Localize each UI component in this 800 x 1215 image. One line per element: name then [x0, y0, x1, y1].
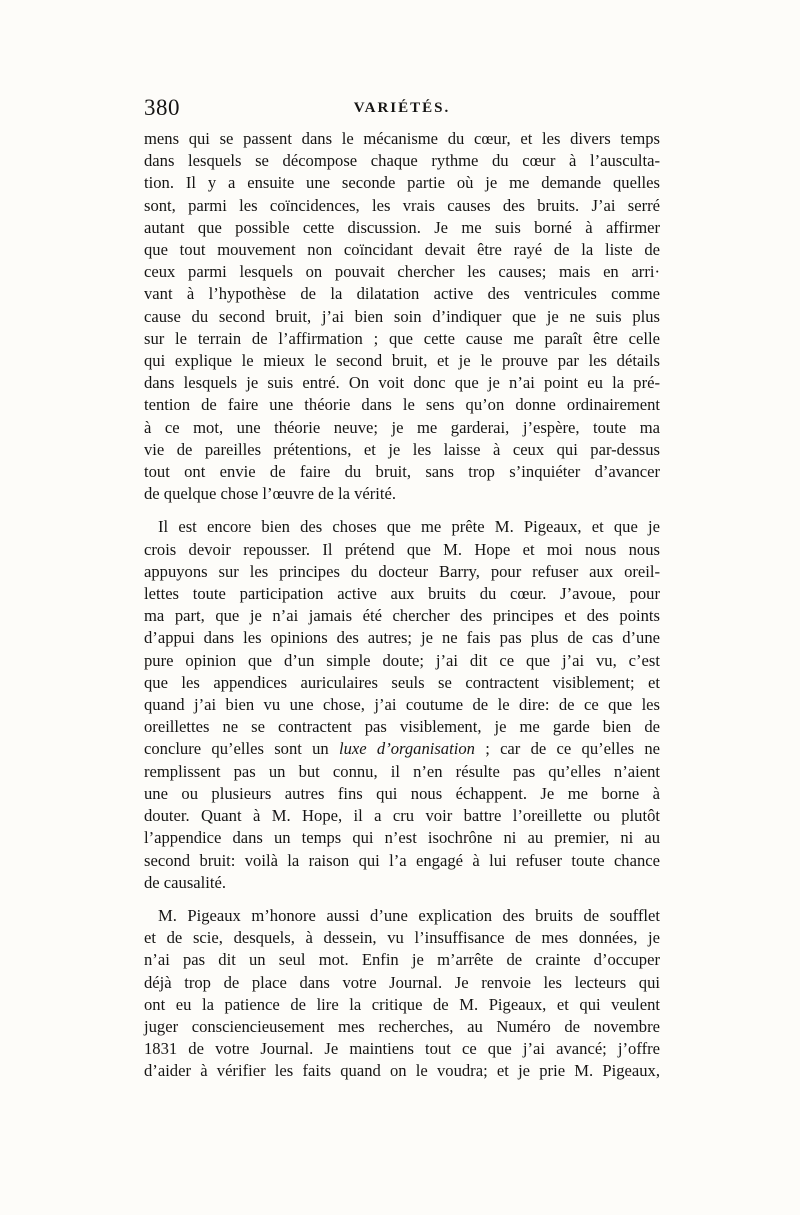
text-line: tout ont envie de faire du bruit, sans trop s’inquiéter d’avancer: [144, 462, 660, 482]
text-line: juger consciencieusement mes recherches, au Numéro de novembre: [144, 1016, 660, 1036]
text-line: dans lesquels je suis entré. On voit donc que je n’ai point eu la pré-: [144, 373, 660, 393]
text-line: sur le terrain de l’affirmation ; que cette cause me paraît être celle: [144, 328, 660, 348]
text-line: l’appendice dans un temps qui n’est isochrône ni au premier, ni au: [144, 828, 660, 848]
text-line: d’appui dans les opinions des autres; je ne fais pas plus de cas d’une: [144, 628, 660, 648]
paragraph: [144, 905, 660, 1083]
text-line: pure opinion que d’un simple doute; j’ai dit ce que j’ai vu, c’est: [144, 650, 660, 670]
text-line: vant à l’hypothèse de la dilatation active des ventricules comme: [144, 284, 660, 304]
text-line: et de scie, desquels, à dessein, vu l’insuffisance de mes données, je: [144, 928, 660, 948]
text-line: oreillettes ne se contractent pas visiblement, je me garde bien de: [144, 717, 660, 737]
text-line: de quelque chose l’œuvre de la vérité.: [144, 484, 397, 504]
text-line: tion. Il y a ensuite une seconde partie où je me demande quelles: [144, 173, 660, 193]
text-line: n’ai pas dit un seul mot. Enfin je m’arrête de crainte d’occuper: [144, 950, 660, 970]
text-line: lettes toute participation active aux bruits du cœur. J’avoue, pour: [144, 584, 660, 604]
page-number: 380: [144, 95, 180, 120]
text-line: d’aider à vérifier les faits quand on le voudra; et je prie M. Pigeaux,: [144, 1061, 660, 1081]
text-line: ont eu la patience de lire la critique de M. Pigeaux, et qui veulent: [144, 994, 660, 1014]
text-line: ceux parmi lesquels on pouvait chercher les causes; mais en arri·: [144, 262, 660, 282]
section-title: VARIÉTÉS.: [353, 100, 451, 116]
text-line: M. Pigeaux m’honore aussi d’une explication des bruits de soufflet: [158, 905, 660, 925]
text-line: quand j’ai bien vu une chose, j’ai coutume de le dire: de ce que les: [144, 695, 660, 715]
running-head: [144, 93, 660, 123]
text-line: sont, parmi les coïncidences, les vrais causes des bruits. J’ai serré: [144, 195, 660, 215]
italic-phrase: luxe d’organisation: [338, 739, 475, 759]
text-line: remplissent pas un but connu, il n’en résulte pas qu’elles n’aient: [144, 761, 660, 781]
text-line: qui explique le mieux le second bruit, et je le prouve par les détails: [144, 351, 660, 371]
text-line: une ou plusieurs autres fins qui nous échappent. Je me borne à: [144, 783, 660, 803]
text-line: conclure qu’elles sont un luxe d’organisation ; car de ce qu’elles ne: [144, 739, 660, 759]
text-line: 1831 de votre Journal. Je maintiens tout ce que j’ai avancé; j’offre: [144, 1039, 660, 1059]
text-line: déjà trop de place dans votre Journal. Je renvoie les lecteurs qui: [144, 972, 660, 992]
text-line: second bruit: voilà la raison qui l’a engagé à lui refuser toute chance: [144, 850, 660, 870]
text-line: que tout mouvement non coïncidant devait être rayé de la liste de: [144, 240, 660, 260]
text-line: douter. Quant à M. Hope, il a cru voir battre l’oreillette ou plutôt: [144, 806, 660, 826]
text-line: Il est encore bien des choses que me prête M. Pigeaux, et que je: [158, 517, 660, 537]
text-line: dans lesquels se décompose chaque rythme du cœur à l’ausculta-: [144, 151, 660, 171]
text-line: crois devoir repousser. Il prétend que M. Hope et moi nous nous: [144, 539, 660, 559]
text-line: vie de pareilles prétentions, et je les laisse à ceux qui par-dessus: [144, 439, 660, 459]
text-line: de causalité.: [144, 872, 227, 892]
text-line: autant que possible cette discussion. Je me suis borné à affirmer: [144, 217, 660, 237]
paragraph: [144, 128, 660, 505]
text-line: ma part, que je n’ai jamais été chercher des principes et des points: [144, 606, 660, 626]
text-line: que les appendices auriculaires seuls se contractent visiblement; et: [144, 672, 660, 692]
text-line: mens qui se passent dans le mécanisme du cœur, et les divers temps: [144, 129, 660, 148]
paragraph: [144, 516, 660, 893]
body-text: [144, 128, 660, 1083]
text-line: appuyons sur les principes du docteur Barry, pour refuser aux oreil-: [144, 561, 660, 581]
text-line: à ce mot, une théorie neuve; je me garderai, j’espère, toute ma: [144, 417, 660, 437]
text-line: tention de faire une théorie dans le sens qu’on donne ordinairement: [144, 395, 660, 415]
text-line: cause du second bruit, j’ai bien soin d’indiquer que je ne suis plus: [144, 306, 660, 326]
